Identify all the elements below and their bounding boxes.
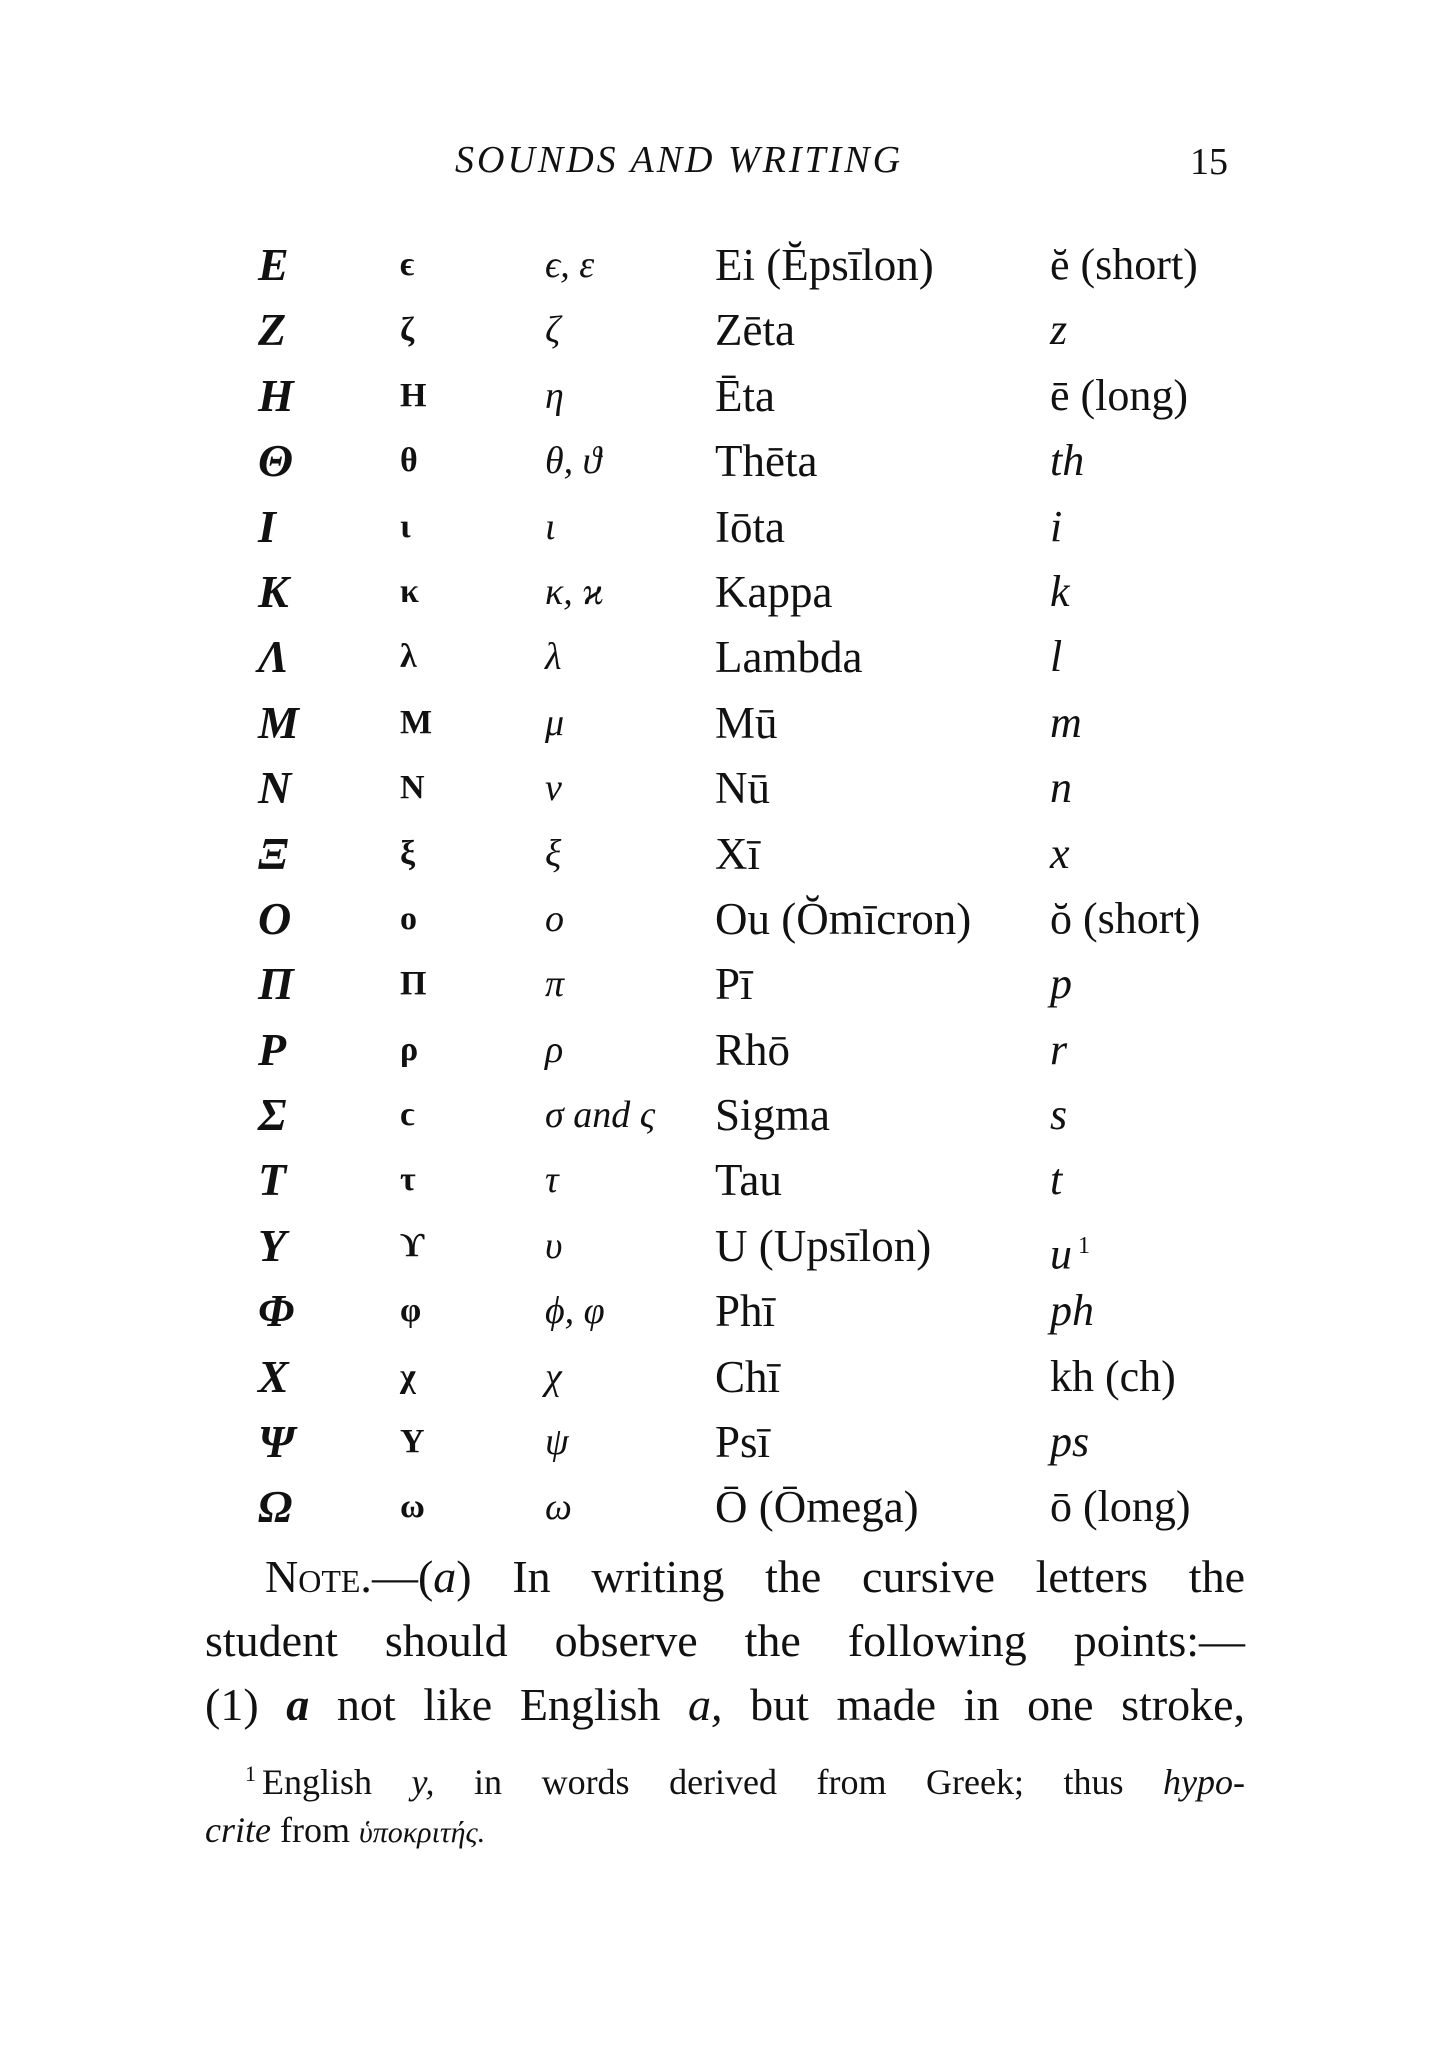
transliteration xyxy=(1050,759,1072,817)
capital-letter: P xyxy=(258,1023,287,1075)
uncial-letter: φ xyxy=(400,1292,422,1330)
running-title: SOUNDS AND WRITING xyxy=(455,139,904,181)
transliteration-text: u xyxy=(1050,1229,1072,1279)
note-paragraph xyxy=(205,1545,1245,1737)
uncial-letter: Π xyxy=(400,965,427,1003)
transliteration-text: k xyxy=(1050,566,1070,616)
letter-name: Pī xyxy=(715,959,753,1010)
letter-name: Phī xyxy=(715,1286,776,1337)
transliteration xyxy=(1050,890,1200,948)
letter-name: Tau xyxy=(715,1155,782,1206)
transliteration-text: ph xyxy=(1050,1286,1094,1336)
cursive-letter: μ xyxy=(545,701,565,744)
alphabet-row xyxy=(0,1217,1445,1282)
capital-letter: Ω xyxy=(258,1481,293,1533)
transliteration xyxy=(1050,1478,1191,1536)
capital-letter: Υ xyxy=(258,1219,287,1271)
transliteration xyxy=(1050,1217,1090,1284)
transliteration-text: t xyxy=(1050,1155,1063,1205)
note-lead: Note. xyxy=(265,1551,372,1602)
cursive-letter: χ xyxy=(545,1355,562,1398)
letter-name: Lambda xyxy=(715,632,863,683)
transliteration xyxy=(1050,432,1084,490)
alphabet-row xyxy=(0,498,1445,563)
uncial-letter: Μ xyxy=(400,703,433,741)
note-line-1 xyxy=(205,1545,1245,1609)
running-head xyxy=(0,138,1445,188)
alphabet-row xyxy=(0,890,1445,955)
transliteration-text: ps xyxy=(1050,1417,1090,1467)
note-line-2: student should observe the following points:— xyxy=(205,1615,1245,1666)
capital-letter: X xyxy=(258,1350,289,1402)
footnote-mark: 1 xyxy=(245,1761,256,1786)
transliteration xyxy=(1050,1413,1089,1471)
cursive-letter: π xyxy=(545,963,565,1006)
note-letter: a xyxy=(433,1551,457,1602)
letter-name: Chī xyxy=(715,1351,781,1402)
transliteration-text: r xyxy=(1050,1024,1068,1074)
transliteration-text: s xyxy=(1050,1090,1068,1140)
uncial-letter: ο xyxy=(400,899,417,937)
transliteration-text: ō (long) xyxy=(1050,1482,1191,1532)
alphabet-row xyxy=(0,563,1445,628)
note-dash: —( xyxy=(371,1551,434,1602)
cursive-letter: ο xyxy=(545,897,564,940)
alphabet-row xyxy=(0,955,1445,1020)
transliteration-text: p xyxy=(1050,959,1072,1009)
cursive-letter: η xyxy=(545,374,564,417)
alphabet-row xyxy=(0,694,1445,759)
uncial-letter: ϲ xyxy=(400,1096,416,1134)
alphabet-row xyxy=(0,628,1445,693)
transliteration-text: ē (long) xyxy=(1050,370,1189,420)
transliteration xyxy=(1050,955,1072,1013)
letter-name: Kappa xyxy=(715,566,833,617)
capital-letter: N xyxy=(258,762,292,814)
letter-name: Xī xyxy=(715,828,760,879)
cursive-letter: σ and ς xyxy=(545,1094,656,1137)
alphabet-row xyxy=(0,432,1445,497)
page-number: 15 xyxy=(1190,141,1228,183)
capital-letter: O xyxy=(258,892,292,944)
capital-letter: Θ xyxy=(258,435,294,487)
transliteration-text: l xyxy=(1050,632,1063,682)
capital-letter: Ψ xyxy=(258,1416,295,1468)
footnote-line-1: $^1$ English y, in words derived from Greek; thus hypo- xyxy=(245,1761,1245,1802)
uncial-letter: ζ xyxy=(400,311,415,349)
capital-letter: Φ xyxy=(258,1285,295,1337)
letter-name: Zēta xyxy=(715,305,795,356)
letter-name: Psī xyxy=(715,1417,771,1468)
cursive-letter: ω xyxy=(545,1486,572,1529)
note-line-3: (1) a not like English a, but made in one stroke, xyxy=(205,1679,1246,1730)
alphabet-row xyxy=(0,1413,1445,1478)
transliteration xyxy=(1050,236,1198,294)
cursive-letter: ζ xyxy=(545,309,561,352)
cursive-letter: ϵ, ε xyxy=(545,244,595,286)
uncial-letter: θ xyxy=(400,442,418,480)
capital-letter: M xyxy=(258,696,299,748)
uncial-letter: ξ xyxy=(400,834,416,872)
uncial-letter: λ xyxy=(400,638,417,676)
transliteration xyxy=(1050,563,1070,621)
transliteration-text: z xyxy=(1050,305,1068,355)
alphabet-row xyxy=(0,1478,1445,1543)
alphabet-row xyxy=(0,301,1445,366)
note-text-1: ) In writing the cursive letters the xyxy=(456,1551,1245,1602)
letter-name: Ō (Ōmega) xyxy=(715,1482,919,1533)
footnote-line-2: crite from ὑποκριτής. xyxy=(205,1810,486,1850)
transliteration-text: th xyxy=(1050,436,1085,486)
capital-letter: I xyxy=(258,500,276,552)
letter-name: Ēta xyxy=(715,370,775,421)
transliteration xyxy=(1050,694,1082,752)
cursive-letter: λ xyxy=(545,636,562,679)
capital-letter: Ξ xyxy=(258,827,289,879)
transliteration-text: kh (ch) xyxy=(1050,1351,1176,1401)
alphabet-row xyxy=(0,367,1445,432)
letter-name: Sigma xyxy=(715,1090,831,1141)
transliteration xyxy=(1050,825,1070,883)
letter-name: Rhō xyxy=(715,1024,791,1075)
transliteration xyxy=(1050,1348,1176,1406)
transliteration xyxy=(1050,498,1062,556)
uncial-letter: ι xyxy=(400,507,411,545)
transliteration xyxy=(1050,1086,1067,1144)
cursive-letter: ψ xyxy=(545,1421,569,1464)
transliteration-text: m xyxy=(1050,697,1082,747)
capital-letter: Λ xyxy=(258,631,289,683)
uncial-letter: Υ xyxy=(400,1423,425,1461)
uncial-letter: ϵ xyxy=(400,246,415,283)
alphabet-row xyxy=(0,1348,1445,1413)
transliteration-text: i xyxy=(1050,501,1063,551)
alphabet-row xyxy=(0,1282,1445,1347)
footnote-reference: 1 xyxy=(1078,1232,1090,1259)
transliteration xyxy=(1050,367,1188,425)
transliteration xyxy=(1050,301,1067,359)
uncial-letter: χ xyxy=(400,1357,416,1395)
alphabet-row xyxy=(0,759,1445,824)
footnote xyxy=(205,1750,1245,1857)
transliteration xyxy=(1050,1021,1067,1079)
letter-name: Mū xyxy=(715,697,778,748)
uncial-letter: κ xyxy=(400,572,419,610)
greek-alphabet-table xyxy=(0,236,1445,1544)
uncial-letter: ρ xyxy=(400,1030,419,1068)
cursive-letter: τ xyxy=(545,1159,559,1202)
alphabet-row xyxy=(0,1021,1445,1086)
cursive-letter: ϕ, φ xyxy=(545,1290,605,1333)
uncial-letter: Η xyxy=(400,376,427,414)
cursive-letter: υ xyxy=(545,1224,563,1267)
letter-name: Ei (Ĕpsīlon) xyxy=(715,240,934,290)
capital-letter: Z xyxy=(258,304,287,356)
transliteration xyxy=(1050,1282,1094,1340)
uncial-letter: τ xyxy=(400,1161,416,1199)
capital-letter: T xyxy=(258,1154,287,1206)
alphabet-row xyxy=(0,236,1445,301)
letter-name: Nū xyxy=(715,763,770,814)
cursive-letter: κ, ϰ xyxy=(545,570,604,613)
cursive-letter: ρ xyxy=(545,1028,564,1071)
uncial-letter: ω xyxy=(400,1488,425,1526)
alphabet-row xyxy=(0,1086,1445,1151)
transliteration-text: n xyxy=(1050,763,1072,813)
transliteration xyxy=(1050,628,1062,686)
transliteration-text: ĕ (short) xyxy=(1050,240,1198,289)
cursive-letter: ξ xyxy=(545,832,562,875)
cursive-letter: θ, ϑ xyxy=(545,440,602,483)
capital-letter: H xyxy=(258,369,294,421)
capital-letter: Π xyxy=(258,958,294,1010)
capital-letter: Σ xyxy=(258,1089,287,1141)
letter-name: Ou (Ŏmīcron) xyxy=(715,893,972,944)
uncial-letter: Ν xyxy=(400,769,425,807)
capital-letter: K xyxy=(258,565,289,617)
letter-name: U (Upsīlon) xyxy=(715,1220,932,1271)
capital-letter: E xyxy=(258,239,289,290)
alphabet-row xyxy=(0,1151,1445,1216)
letter-name: Thēta xyxy=(715,436,818,487)
alphabet-row xyxy=(0,825,1445,890)
transliteration-text: ŏ (short) xyxy=(1050,893,1201,943)
cursive-letter: ν xyxy=(545,767,562,810)
uncial-letter: ϒ xyxy=(400,1226,425,1264)
cursive-letter: ι xyxy=(545,505,556,548)
transliteration-text: x xyxy=(1050,828,1070,878)
letter-name: Iōta xyxy=(715,501,785,552)
transliteration xyxy=(1050,1151,1062,1209)
